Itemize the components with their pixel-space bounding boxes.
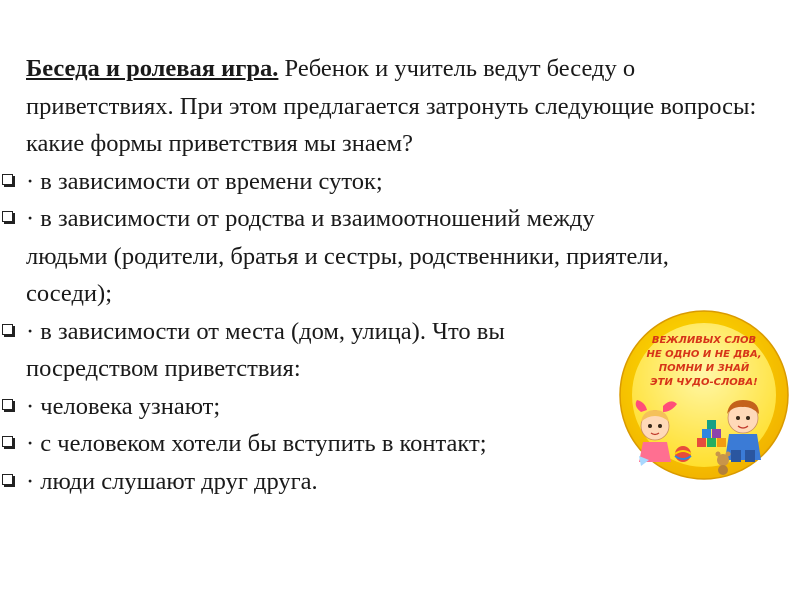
- ball-icon: [675, 446, 691, 462]
- checkbox-bullet-icon: [2, 474, 13, 485]
- checkbox-bullet-icon: [2, 324, 13, 335]
- badge-text-line: ПОМНИ И ЗНАЙ: [658, 363, 750, 374]
- checkbox-bullet-icon: [2, 174, 13, 185]
- badge-text-line: ВЕЖЛИВЫХ СЛОВ: [651, 335, 757, 346]
- list-item-text: · с человеком хотели бы вступить в контакт;: [26, 430, 487, 457]
- polite-words-badge: [619, 310, 789, 480]
- paragraph-heading: Беседа и ролевая игра.: [26, 55, 279, 82]
- intro-paragraph: [0, 50, 760, 163]
- list-item-continuation: людьми (родители, братья и сестры, родственники, приятели, соседи);: [26, 242, 669, 307]
- list-item-text: · в зависимости от родства и взаимоотношений между: [26, 205, 595, 232]
- badge-text-line: НЕ ОДНО И НЕ ДВА,: [646, 349, 762, 360]
- list-item-text: · в зависимости от времени суток;: [26, 167, 383, 195]
- badge-text-line: ЭТИ ЧУДО-СЛОВА!: [650, 377, 758, 388]
- list-item-text: · человека узнают;: [26, 392, 221, 420]
- checkbox-bullet-icon: [2, 436, 13, 447]
- checkbox-bullet-icon: [2, 399, 13, 410]
- list-item: [0, 163, 760, 201]
- list-item-text: · люди слушают друг друга.: [26, 467, 318, 495]
- badge-image: [619, 310, 789, 480]
- list-item-continuation: посредством приветствия:: [26, 355, 301, 382]
- list-item: [0, 200, 760, 238]
- list-item-text: · в зависимости от места (дом, улица). Что вы: [26, 317, 505, 345]
- intro-text: Ребенок и учитель ведут беседу о приветствиях. При этом предлагается затронуть следующие вопросы: какие формы приветствия мы знаем?: [26, 55, 757, 157]
- checkbox-bullet-icon: [2, 211, 13, 222]
